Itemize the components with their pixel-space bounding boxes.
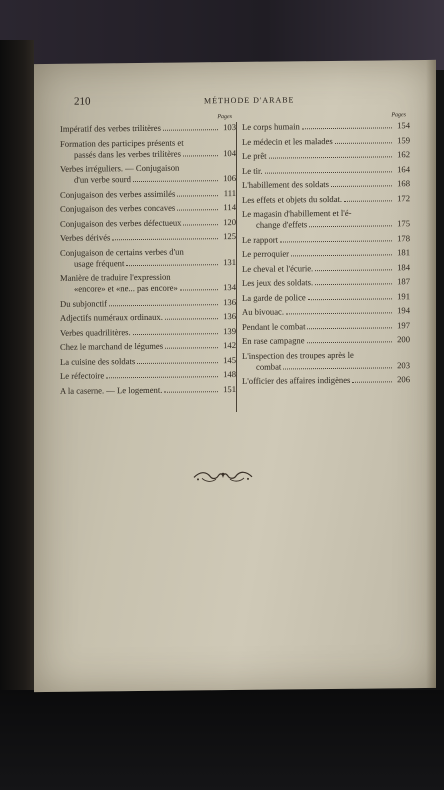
toc-entry-title: Verbes quadrilitères. [60, 326, 131, 338]
toc-entry-page: 197 [397, 319, 410, 330]
toc-entry-title: Les effets et objets du soldat. [242, 193, 343, 205]
toc-entry [60, 369, 236, 381]
toc-entry-title: Le rapport [242, 234, 279, 245]
toc-entry [242, 349, 410, 361]
toc-entry [242, 218, 410, 230]
toc-entry-title: La garde de police [242, 291, 306, 303]
dot-leader [137, 356, 218, 364]
toc-entry [60, 231, 236, 243]
toc-entry [60, 340, 236, 352]
toc-left-column [60, 114, 236, 400]
toc-entry-title: La cuisine des soldats [60, 355, 136, 367]
toc-entry-title: Manière de traduire l'expression [60, 271, 171, 283]
toc-entry [60, 173, 236, 185]
toc-entry-title: Impératif des verbes trilitères [60, 122, 161, 134]
toc-entry-title: passés dans les verbes trilitères [74, 148, 181, 160]
toc-entry [242, 360, 410, 372]
toc-entry [242, 207, 410, 219]
dot-leader [177, 189, 218, 196]
toc-entry-page: 148 [223, 368, 236, 380]
page-edge-shadow [426, 60, 436, 688]
toc-entry-page: 168 [397, 178, 410, 189]
toc-entry-page: 191 [397, 290, 410, 301]
dot-leader [165, 341, 218, 349]
toc-entry [60, 271, 236, 283]
toc-entry-title: Au bivouac. [242, 306, 285, 317]
toc-entry-page: 184 [397, 261, 410, 272]
toc-entry-title: Chez le marchand de légumes [60, 340, 164, 352]
toc-entry [60, 162, 236, 174]
toc-entry [60, 216, 236, 228]
toc-right-column [242, 112, 410, 390]
dot-leader [133, 327, 218, 335]
dot-leader [307, 321, 392, 329]
toc-entry [60, 325, 236, 337]
dot-leader [106, 370, 218, 378]
dot-leader [315, 263, 392, 271]
toc-entry-title: d'un verbe sourd [74, 174, 131, 185]
toc-entry-title: Le magasin d'habillement et l'é- [242, 207, 352, 219]
toc-entry [242, 291, 410, 303]
toc-entry-page: 172 [397, 192, 410, 203]
toc-entry [60, 383, 236, 395]
dot-leader [308, 292, 392, 300]
toc-entry-page: 106 [223, 172, 236, 184]
toc-entry-title: Le cheval et l'écurie. [242, 262, 314, 274]
toc-entry-title: L'inspection des troupes après le [242, 349, 354, 361]
fleuron-ornament-icon [192, 468, 254, 485]
toc-entry-page: 194 [397, 305, 410, 316]
toc-entry [60, 311, 236, 323]
toc-entry [242, 193, 410, 205]
toc-entry-title: En rase campagne [242, 335, 305, 346]
toc-entry [242, 262, 410, 274]
toc-entry [242, 164, 410, 176]
dot-leader [352, 375, 392, 382]
toc-entry-page: 181 [397, 247, 410, 258]
toc-entry-title: combat [256, 361, 282, 372]
toc-entry-title: A la caserne. — Le logement. [60, 384, 163, 396]
toc-entry-page: 111 [223, 187, 236, 198]
dot-leader [335, 136, 392, 144]
toc-entry [60, 245, 236, 257]
column-divider [236, 122, 237, 412]
toc-entry [242, 276, 410, 288]
toc-entry-title: Le perroquier [242, 248, 290, 259]
toc-entry [242, 233, 410, 245]
pages-label: Pages [217, 114, 232, 121]
toc-entry-page: 154 [397, 120, 410, 131]
toc-entry-title: Le tir. [242, 165, 263, 176]
dot-leader [165, 312, 218, 320]
dot-leader [163, 123, 218, 131]
toc-entry [60, 122, 236, 134]
dot-leader [309, 219, 392, 227]
toc-entry-title: Du subjonctif [60, 297, 108, 309]
dot-leader [265, 165, 392, 173]
dot-leader [283, 361, 392, 369]
toc-entry-title: L'officier des affaires indigènes [242, 374, 351, 386]
toc-entry [242, 149, 410, 161]
toc-entry-page: 125 [223, 230, 236, 242]
dot-leader [302, 121, 392, 129]
toc-entry-page: 103 [223, 121, 236, 133]
toc-entry [60, 296, 236, 308]
toc-entry [60, 147, 236, 159]
pages-label: Pages [391, 112, 406, 119]
dot-leader [180, 283, 218, 290]
toc-entry-page: 114 [223, 201, 236, 213]
toc-entry-page: 131 [223, 256, 236, 267]
toc-entry-title: «encore» et «ne... pas encore» [74, 282, 178, 294]
toc-entry [242, 135, 410, 147]
toc-entry-title: Verbes dérivés [60, 232, 111, 243]
toc-entry-page: 136 [223, 310, 236, 322]
page-number: 210 [74, 95, 91, 108]
toc-entry [60, 282, 236, 294]
book-page [34, 60, 436, 692]
toc-entry-title: Les jeux des soldats. [242, 277, 314, 288]
toc-entry-title: change d'effets [256, 219, 308, 230]
toc-entry [242, 334, 410, 346]
toc-entry-page: 142 [223, 339, 236, 351]
toc-entry-title: Conjugaison des verbes assimilés [60, 188, 176, 200]
dot-leader [109, 298, 218, 306]
toc-entry [60, 256, 236, 268]
dot-leader [291, 248, 392, 256]
toc-entry [242, 178, 410, 190]
dot-leader [183, 149, 218, 156]
dot-leader [177, 203, 218, 210]
toc-entry-page: 136 [223, 296, 236, 307]
toc-entry-title: Adjectifs numéraux ordinaux. [60, 311, 163, 323]
toc-entry-title: Formation des participes présents et [60, 137, 184, 149]
toc-entry-page: 120 [223, 216, 236, 227]
toc-entry-page: 203 [397, 359, 410, 370]
page-header [74, 92, 419, 110]
dot-leader [133, 174, 218, 182]
dot-leader [307, 335, 392, 343]
toc-entry [242, 374, 410, 386]
toc-entry [60, 187, 236, 199]
toc-entry-title: Le réfectoire [60, 370, 105, 381]
dot-leader [112, 232, 218, 240]
table-surface [0, 690, 444, 790]
dot-leader [269, 150, 392, 158]
toc-entry-page: 104 [223, 147, 236, 158]
dot-leader [183, 218, 218, 225]
dot-leader [164, 385, 218, 393]
toc-entry [242, 305, 410, 317]
dot-leader [331, 179, 392, 187]
toc-entry-page: 187 [397, 276, 410, 287]
toc-entry-page: 206 [397, 374, 410, 385]
dot-leader [126, 258, 218, 266]
toc-entry-title: Verbes irréguliers. — Conjugaison [60, 162, 180, 174]
toc-entry-page: 162 [397, 149, 410, 160]
toc-entry [242, 120, 410, 132]
toc-entry-title: Pendant le combat [242, 320, 306, 332]
toc-entry [60, 202, 236, 214]
toc-entry [242, 320, 410, 332]
toc-entry-title: L'habillement des soldats [242, 179, 329, 190]
dot-leader [280, 234, 392, 242]
running-title: MÉTHODE D'ARABE [204, 95, 295, 106]
toc-entry-page: 145 [223, 354, 236, 365]
dot-leader [344, 194, 392, 202]
toc-entry-page: 200 [397, 334, 410, 345]
toc-entry-page: 134 [223, 281, 236, 293]
toc-entry-page: 178 [397, 232, 410, 243]
toc-entry-title: Le prêt [242, 150, 267, 161]
dot-leader [315, 277, 392, 285]
toc-entry-title: Conjugaison de certains verbes d'un [60, 246, 184, 258]
toc-entry-title: Conjugaison des verbes concaves [60, 202, 176, 214]
toc-entry-page: 164 [397, 163, 410, 174]
toc-entry [242, 247, 410, 259]
toc-entry-title: usage fréquent [74, 257, 125, 269]
toc-entry [60, 136, 236, 148]
toc-entry-title: Le médecin et les malades [242, 135, 333, 147]
toc-entry-page: 175 [397, 218, 410, 229]
dot-leader [286, 306, 392, 314]
toc-entry-page: 139 [223, 325, 236, 336]
toc-entry-title: Le corps humain [242, 121, 300, 132]
book-spine [0, 40, 34, 700]
toc-entry [60, 354, 236, 366]
toc-entry-page: 159 [397, 134, 410, 145]
toc-entry-title: Conjugaison des verbes défectueux [60, 217, 182, 229]
toc-entry-page: 151 [223, 383, 236, 394]
